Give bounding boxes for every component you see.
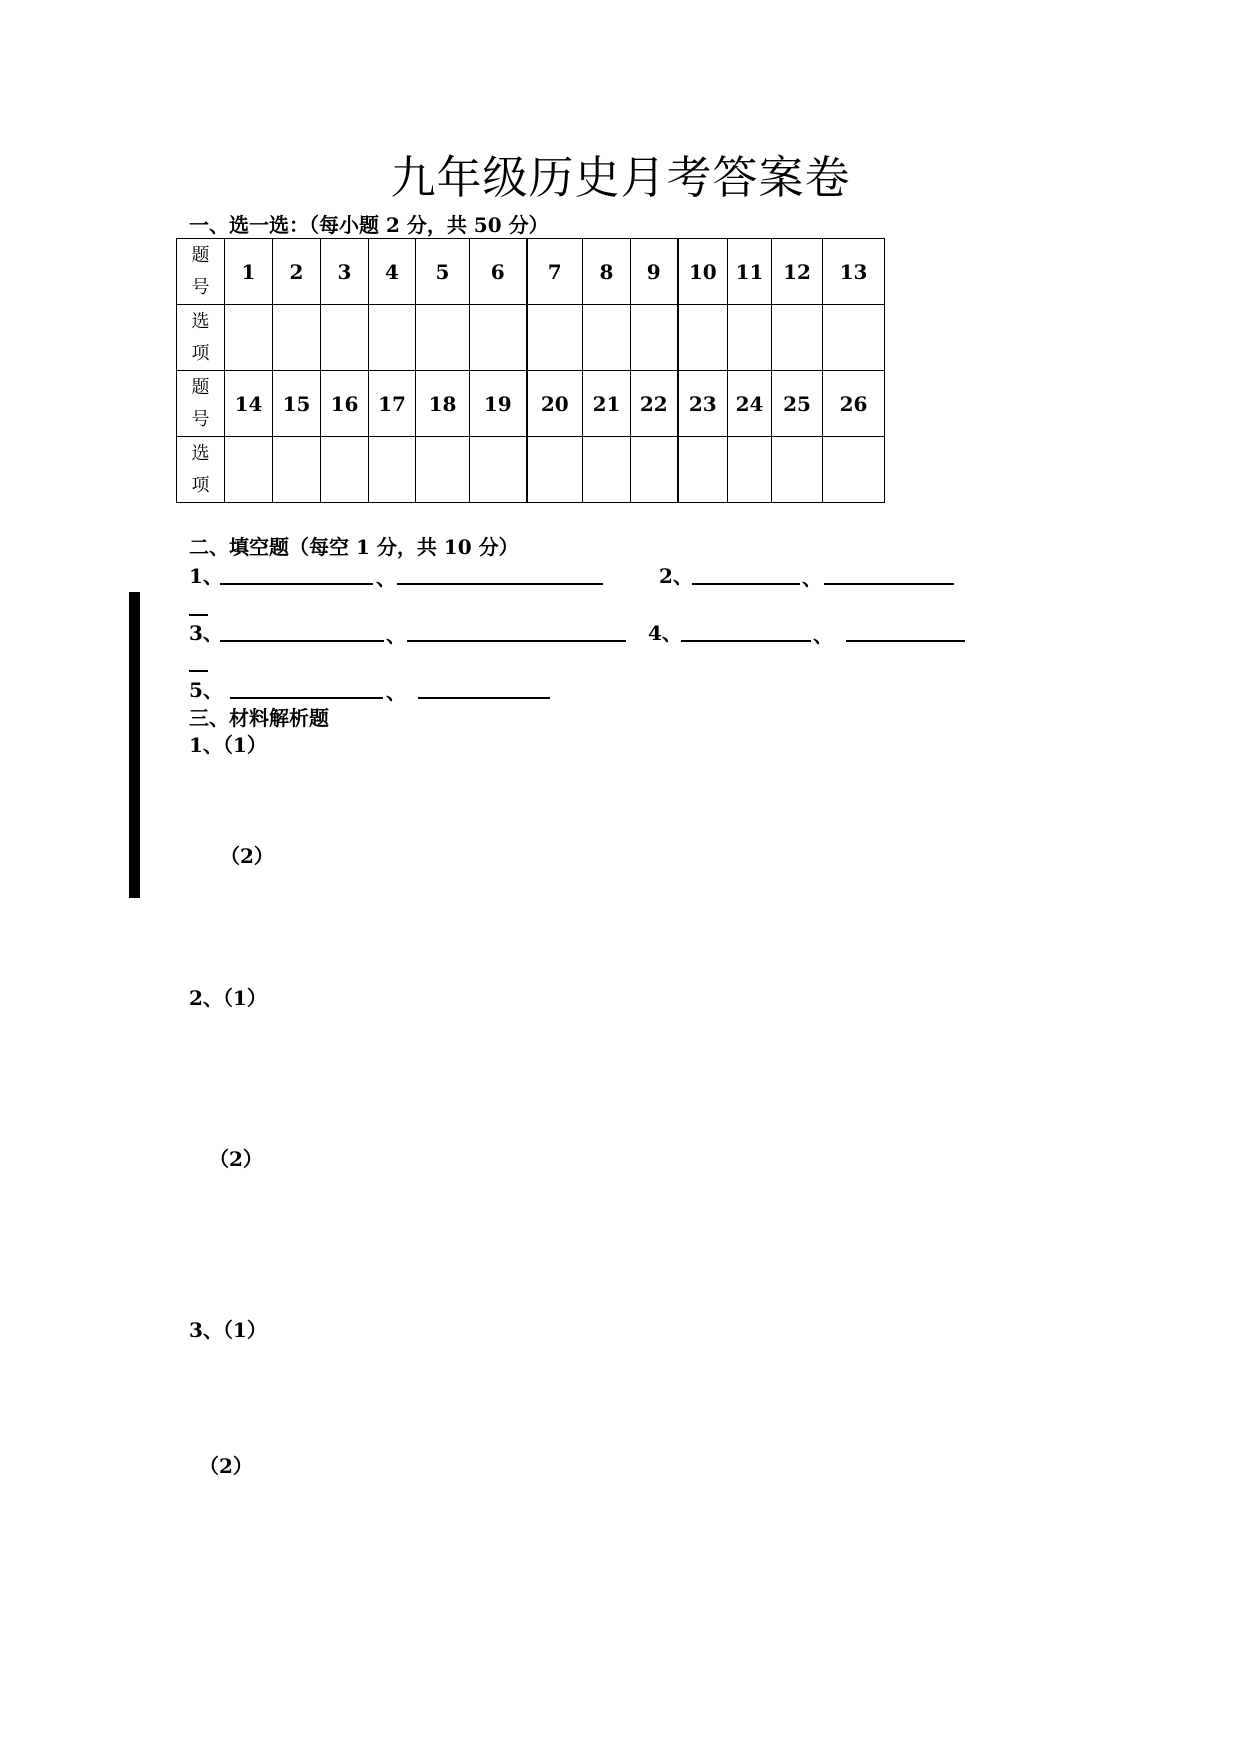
fill-blank-overflow (189, 614, 208, 616)
question-number: 10 (678, 239, 728, 305)
question-number: 16 (321, 371, 369, 437)
fill-blank[interactable] (407, 640, 626, 642)
answer-cell[interactable] (728, 437, 772, 503)
question-number: 3 (321, 239, 369, 305)
fill-blank[interactable] (824, 583, 954, 585)
answer-cell[interactable] (369, 305, 416, 371)
question-1-part-2: （2） (220, 844, 274, 868)
question-number: 15 (273, 371, 321, 437)
fill-separator: 、 (386, 623, 406, 647)
answer-cell[interactable] (225, 305, 273, 371)
question-number: 25 (772, 371, 823, 437)
answer-cell[interactable] (631, 305, 678, 371)
question-number: 12 (772, 239, 823, 305)
answer-cell[interactable] (631, 437, 678, 503)
answer-grid (176, 238, 885, 503)
answer-cell[interactable] (273, 437, 321, 503)
section1-heading: 一、选一选：（每小题 2 分，共 50 分） (189, 213, 549, 237)
fill-item-number: 5、 (189, 678, 223, 702)
answer-cell[interactable] (728, 305, 772, 371)
question-3-part-2: （2） (199, 1454, 253, 1478)
fill-item-number: 2、 (659, 564, 693, 588)
question-number: 2 (273, 239, 321, 305)
question-number: 18 (416, 371, 470, 437)
answer-cell[interactable] (583, 437, 631, 503)
question-3-part-1: 3、（1） (189, 1318, 267, 1342)
section3-heading: 三、材料解析题 (189, 706, 329, 730)
question-number: 24 (728, 371, 772, 437)
question-number: 4 (369, 239, 416, 305)
fill-item-number: 4、 (648, 621, 682, 645)
fill-separator: 、 (802, 566, 822, 590)
row-label-number: 题 号 (177, 239, 225, 305)
question-number: 7 (527, 239, 583, 305)
answer-cell[interactable] (416, 305, 470, 371)
question-number: 21 (583, 371, 631, 437)
row-label-option: 选 项 (177, 305, 225, 371)
answer-row-2 (177, 437, 885, 503)
fill-blank[interactable] (681, 640, 811, 642)
answer-cell[interactable] (583, 305, 631, 371)
question-number: 13 (823, 239, 885, 305)
fill-separator: 、 (376, 566, 396, 590)
question-number: 14 (225, 371, 273, 437)
question-number: 8 (583, 239, 631, 305)
question-number: 11 (728, 239, 772, 305)
fill-item-number: 1、 (189, 564, 223, 588)
question-number: 17 (369, 371, 416, 437)
answer-cell[interactable] (369, 437, 416, 503)
fill-blank[interactable] (397, 583, 603, 585)
answer-cell[interactable] (823, 305, 885, 371)
question-1-part-1: 1、（1） (189, 733, 267, 757)
fill-blank[interactable] (846, 640, 965, 642)
number-row-2 (177, 371, 885, 437)
fill-blank[interactable] (230, 697, 383, 699)
answer-cell[interactable] (678, 305, 728, 371)
binding-margin-bar (129, 592, 140, 898)
answer-cell[interactable] (416, 437, 470, 503)
fill-separator: 、 (386, 680, 406, 704)
answer-cell[interactable] (527, 437, 583, 503)
number-row-1 (177, 239, 885, 305)
question-number: 19 (470, 371, 527, 437)
question-2-part-1: 2、（1） (189, 986, 267, 1010)
answer-cell[interactable] (470, 305, 527, 371)
fill-blank[interactable] (220, 640, 384, 642)
question-number: 20 (527, 371, 583, 437)
question-number: 1 (225, 239, 273, 305)
answer-cell[interactable] (225, 437, 273, 503)
answer-cell[interactable] (772, 305, 823, 371)
question-number: 9 (631, 239, 678, 305)
row-label-number: 题 号 (177, 371, 225, 437)
answer-cell[interactable] (678, 437, 728, 503)
fill-blank-overflow (189, 670, 208, 672)
answer-row-1 (177, 305, 885, 371)
answer-cell[interactable] (772, 437, 823, 503)
fill-blank[interactable] (692, 583, 800, 585)
section2-heading: 二、填空题（每空 1 分，共 10 分） (189, 535, 519, 559)
answer-cell[interactable] (470, 437, 527, 503)
answer-cell[interactable] (321, 437, 369, 503)
question-number: 26 (823, 371, 885, 437)
fill-blank[interactable] (220, 583, 373, 585)
answer-cell[interactable] (527, 305, 583, 371)
fill-separator: 、 (813, 623, 833, 647)
question-number: 5 (416, 239, 470, 305)
answer-cell[interactable] (823, 437, 885, 503)
question-number: 6 (470, 239, 527, 305)
fill-item-number: 3、 (189, 621, 223, 645)
page-title: 九年级历史月考答案卷 (390, 151, 851, 204)
row-label-option: 选 项 (177, 437, 225, 503)
fill-blank[interactable] (418, 697, 550, 699)
answer-cell[interactable] (273, 305, 321, 371)
answer-cell[interactable] (321, 305, 369, 371)
question-number: 22 (631, 371, 678, 437)
question-number: 23 (678, 371, 728, 437)
question-2-part-2: （2） (209, 1147, 263, 1171)
